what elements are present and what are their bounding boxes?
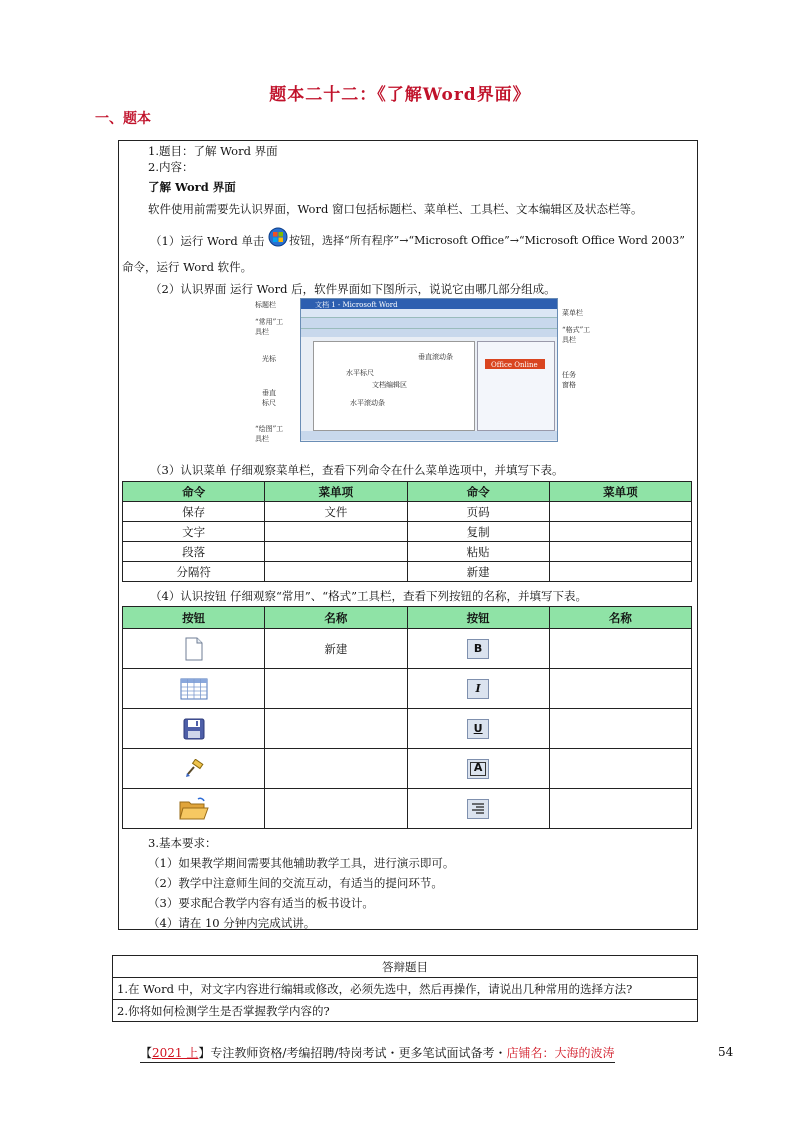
open-folder-icon — [123, 789, 265, 829]
footer-text: 专注教师资格/考编招聘/特岗考试・更多笔试面试备考・ — [210, 1046, 507, 1060]
menu-table-header — [123, 482, 692, 502]
requirement-item: （1）如果教学期间需要其他辅助教学工具，进行演示即可。 — [148, 856, 455, 870]
table-cell: 文件 — [265, 502, 407, 522]
requirements-title: 3.基本要求： — [148, 836, 217, 850]
table-cell — [265, 542, 407, 562]
step4-text: （4）认识按钮 仔细观察“常用”、“格式”工具栏，查看下列按钮的名称，并填写下表。 — [150, 589, 587, 603]
button-col-icon-2: 按钮 — [407, 607, 549, 629]
footer-banner — [140, 1044, 615, 1063]
content-heading: 了解 Word 界面 — [148, 180, 236, 194]
word-interface-screenshot — [300, 298, 558, 442]
table-cell — [265, 669, 407, 709]
table-cell — [265, 562, 407, 582]
table-cell: 段落 — [123, 542, 265, 562]
footer-bracket-open: 【 — [140, 1046, 153, 1060]
underline-icon: U — [467, 719, 489, 739]
table-cell: 保存 — [123, 502, 265, 522]
button-col-name-2: 名称 — [549, 607, 691, 629]
requirement-item: （2）教学中注意师生间的交流互动，有适当的提问环节。 — [148, 876, 443, 890]
table-row — [123, 749, 692, 789]
menu-table — [122, 481, 692, 582]
label-cursor: 光标 — [262, 355, 276, 363]
defense-question-1: 1.在 Word 中，对文字内容进行编辑或修改，必须先选中，然后再操作，请说出几种常用的选择方法? — [113, 978, 698, 1000]
step1-text-c: 命令，运行 Word 软件。 — [122, 260, 253, 274]
step1-text-b: 按钮，选择“所有程序”→“Microsoft Office”→“Microsoft Office Word 2003” — [289, 234, 685, 247]
label-title-bar: 标题栏 — [255, 301, 276, 309]
table-cell: 新建 — [265, 629, 407, 669]
button-col-name-1: 名称 — [265, 607, 407, 629]
table-cell — [265, 709, 407, 749]
save-disk-icon — [123, 709, 265, 749]
table-cell — [549, 522, 691, 542]
label-common-toolbar: “常用”工具栏 — [255, 318, 284, 336]
table-row — [113, 1000, 698, 1022]
content-line: 2.内容： — [148, 160, 194, 174]
footer-bracket-close: 】 — [198, 1046, 211, 1060]
button-col-icon-1: 按钮 — [123, 607, 265, 629]
table-row — [113, 956, 698, 978]
menu-col-command-2: 命令 — [407, 482, 549, 502]
menu-col-command-1: 命令 — [123, 482, 265, 502]
char-border-icon: A — [467, 759, 489, 779]
table-row — [123, 542, 692, 562]
insert-table-icon — [123, 669, 265, 709]
table-row — [123, 709, 692, 749]
table-row — [123, 502, 692, 522]
table-row — [123, 789, 692, 829]
table-cell — [265, 522, 407, 542]
bold-icon: B — [467, 639, 489, 659]
requirement-item: （3）要求配合教学内容有适当的板书设计。 — [148, 896, 374, 910]
button-table — [122, 606, 692, 829]
table-cell: 复制 — [407, 522, 549, 542]
italic-icon: I — [467, 679, 489, 699]
table-cell — [549, 629, 691, 669]
step2-text: （2）认识界面 运行 Word 后，软件界面如下图所示，说说它由哪几部分组成。 — [150, 282, 556, 296]
screenshot-window-title: 文档 1 - Microsoft Word — [315, 301, 398, 309]
menu-col-item-2: 菜单项 — [549, 482, 691, 502]
screenshot-menu-bar — [301, 309, 557, 318]
label-vertical-ruler: 垂直标尺 — [262, 389, 276, 407]
table-row — [123, 562, 692, 582]
format-painter-icon — [123, 749, 265, 789]
table-cell — [549, 709, 691, 749]
intro-text: 软件使用前需要先认识界面，Word 窗口包括标题栏、菜单栏、工具栏、文本编辑区及状态栏等。 — [148, 202, 643, 216]
screenshot-toolbar — [301, 318, 557, 329]
table-cell: 页码 — [407, 502, 549, 522]
topic-line: 1.题目：了解 Word 界面 — [148, 144, 278, 158]
label-text-area: 文档编辑区 — [372, 381, 407, 389]
screenshot-drawing-bar — [301, 431, 557, 440]
table-row — [113, 978, 698, 1000]
table-cell — [549, 562, 691, 582]
step1-text-a: （1）运行 Word 单击 — [150, 234, 265, 248]
screenshot-format-bar — [301, 329, 557, 337]
table-row — [123, 522, 692, 542]
table-cell — [549, 789, 691, 829]
defense-table — [112, 955, 698, 1022]
windows-start-icon — [268, 227, 288, 247]
table-row — [123, 669, 692, 709]
defense-question-2: 2.你将如何检测学生是否掌握教学内容的? — [113, 1000, 698, 1022]
table-cell — [265, 749, 407, 789]
table-cell: 粘贴 — [407, 542, 549, 562]
table-cell — [549, 502, 691, 522]
table-cell — [549, 542, 691, 562]
button-table-header — [123, 607, 692, 629]
section-heading: 一、题本 — [95, 111, 151, 127]
table-cell — [549, 669, 691, 709]
footer-year-tag: 2021 上 — [152, 1046, 199, 1060]
table-row — [123, 629, 692, 669]
defense-title: 答辩题目 — [113, 956, 698, 978]
label-horizontal-ruler: 水平标尺 — [346, 369, 374, 377]
screenshot-task-pane — [477, 341, 555, 431]
align-right-icon — [467, 799, 489, 819]
table-cell: 分隔符 — [123, 562, 265, 582]
step3-text: （3）认识菜单 仔细观察菜单栏，查看下列命令在什么菜单选项中，并填写下表。 — [150, 463, 564, 477]
label-task-pane: 任务窗格 — [562, 371, 576, 389]
table-cell — [549, 749, 691, 789]
label-horizontal-scroll: 水平滚动条 — [350, 399, 385, 407]
footer-shop-name: 店铺名：大海的波涛 — [506, 1046, 615, 1060]
label-format-toolbar: “格式”工具栏 — [562, 326, 591, 344]
screenshot-office-online: Office Online — [491, 361, 538, 369]
page-number: 54 — [718, 1045, 734, 1059]
table-cell — [265, 789, 407, 829]
label-vertical-scroll: 垂直滚动条 — [418, 353, 453, 361]
new-document-icon — [123, 629, 265, 669]
label-menu-bar: 菜单栏 — [562, 309, 583, 317]
menu-col-item-1: 菜单项 — [265, 482, 407, 502]
table-cell: 新建 — [407, 562, 549, 582]
table-cell: 文字 — [123, 522, 265, 542]
label-drawing-toolbar: “绘图”工具栏 — [255, 425, 284, 443]
requirement-item: （4）请在 10 分钟内完成试讲。 — [148, 916, 316, 930]
page-title: 题本二十二：《了解Word界面》 — [269, 85, 531, 105]
